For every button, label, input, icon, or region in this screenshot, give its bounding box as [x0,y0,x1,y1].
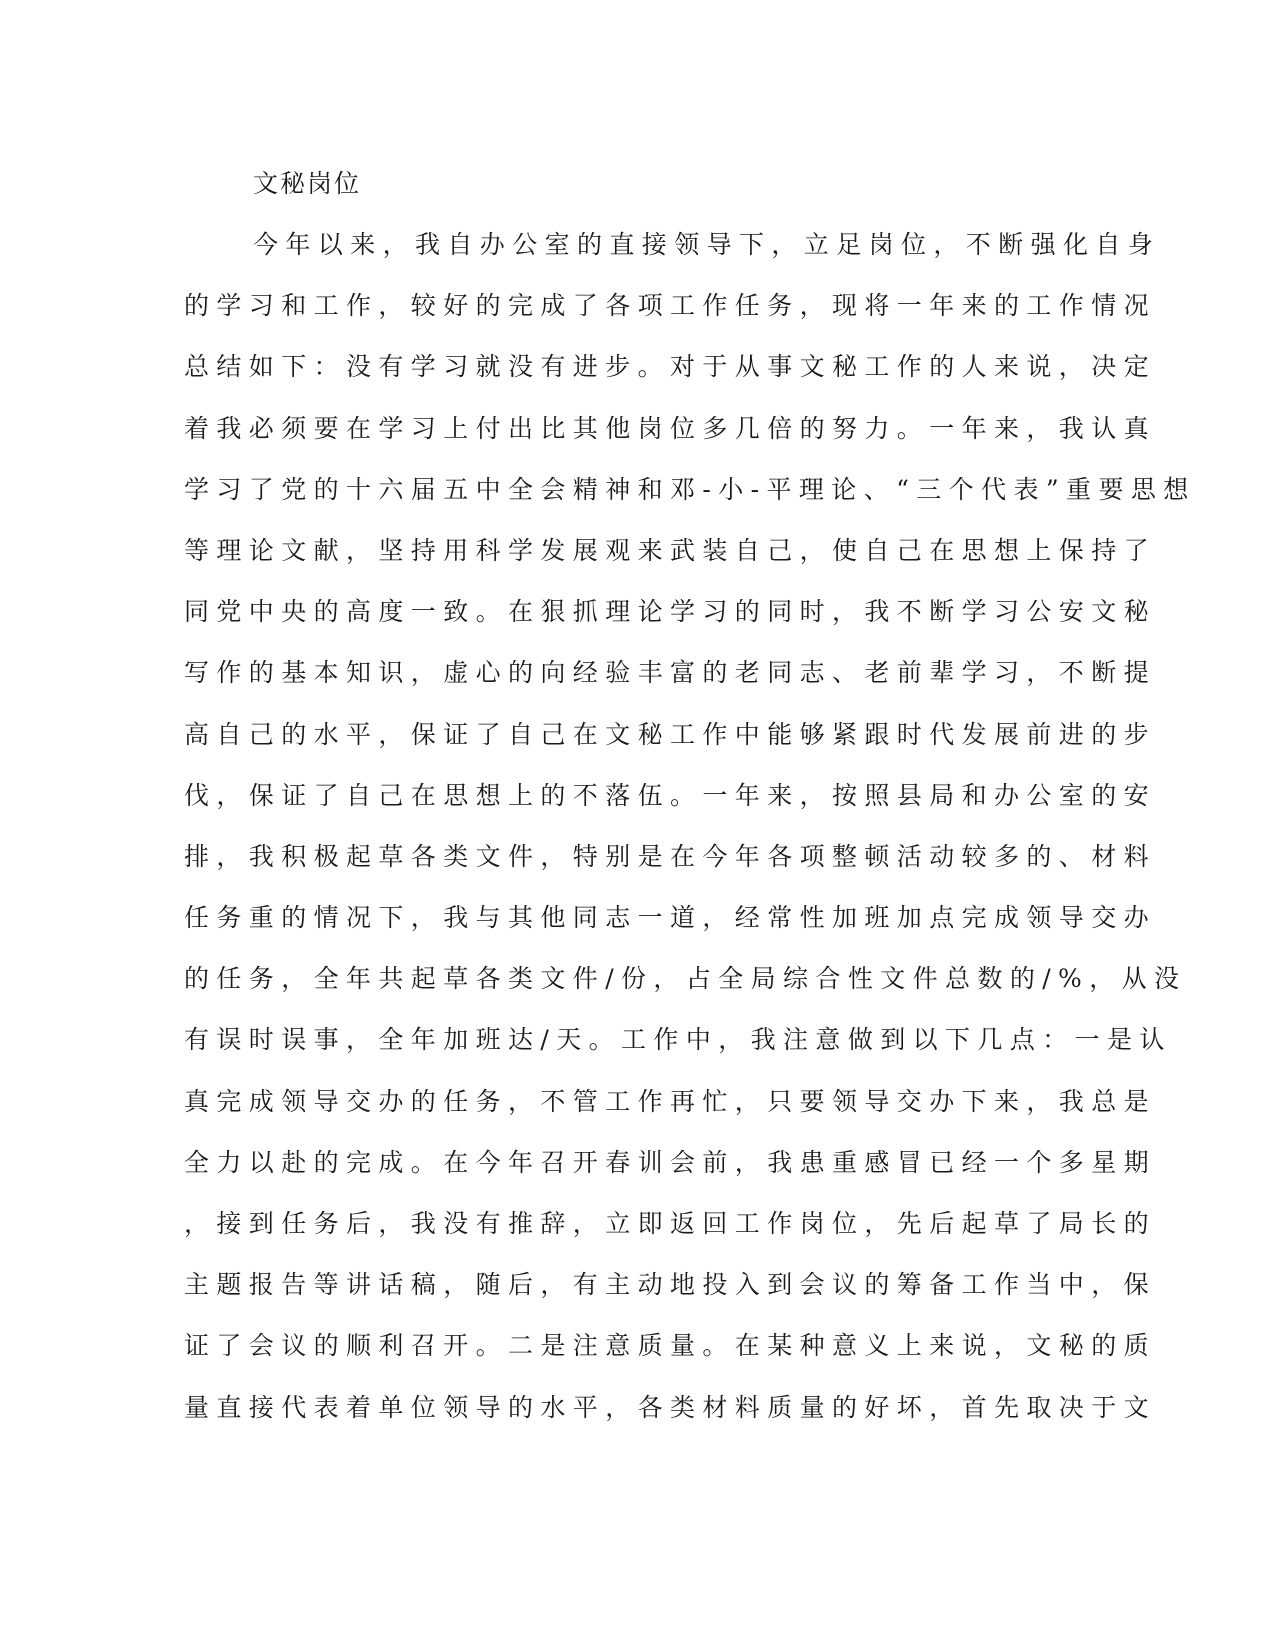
text-line: 高自己的水平，保证了自己在文秘工作中能够紧跟时代发展前进的步 [184,719,1157,749]
document-heading: 文秘岗位 [253,169,362,198]
text-line: 任务重的情况下，我与其他同志一道，经常性加班加点完成领导交办 [184,903,1157,933]
text-line: 伐，保证了自己在思想上的不落伍。一年来，按照县局和办公室的安 [184,780,1157,810]
text-line: 着我必须要在学习上付出比其他岗位多几倍的努力。一年来，我认真 [184,413,1157,443]
text-line: 真完成领导交办的任务，不管工作再忙，只要领导交办下来，我总是 [184,1086,1157,1116]
text-line: 有误时误事，全年加班达/天。工作中，我注意做到以下几点：一是认 [184,1025,1172,1055]
text-line: 证了会议的顺利召开。二是注意质量。在某种意义上来说，文秘的质 [184,1331,1157,1361]
text-line: 量直接代表着单位领导的水平，各类材料质量的好坏，首先取决于文 [184,1392,1157,1422]
text-line: 排，我积极起草各类文件，特别是在今年各项整顿活动较多的、材料 [184,841,1157,871]
text-line: 总结如下：没有学习就没有进步。对于从事文秘工作的人来说，决定 [184,352,1157,382]
text-line: 写作的基本知识，虚心的向经验丰富的老同志、老前辈学习，不断提 [184,658,1157,688]
text-line: 学习了党的十六届五中全会精神和邓-小-平理论、“三个代表”重要思想 [184,474,1196,504]
document-body [184,228,1196,1452]
text-line: 今年以来，我自办公室的直接领导下，立足岗位，不断强化自身 [253,230,1161,259]
text-line: 全力以赴的完成。在今年召开春训会前，我患重感冒已经一个多星期 [184,1147,1157,1177]
text-line: ，接到任务后，我没有推辞，立即返回工作岗位，先后起草了局长的 [184,1209,1157,1238]
text-line: 的任务，全年共起草各类文件/份，占全局综合性文件总数的/%，从没 [184,964,1187,994]
text-line: 同党中央的高度一致。在狠抓理论学习的同时，我不断学习公安文秘 [184,597,1157,627]
text-line: 主题报告等讲话稿，随后，有主动地投入到会议的筹备工作当中，保 [184,1270,1157,1300]
text-line: 等理论文献，坚持用科学发展观来武装自己，使自己在思想上保持了 [184,535,1157,565]
text-line: 的学习和工作，较好的完成了各项工作任务，现将一年来的工作情况 [184,291,1157,321]
